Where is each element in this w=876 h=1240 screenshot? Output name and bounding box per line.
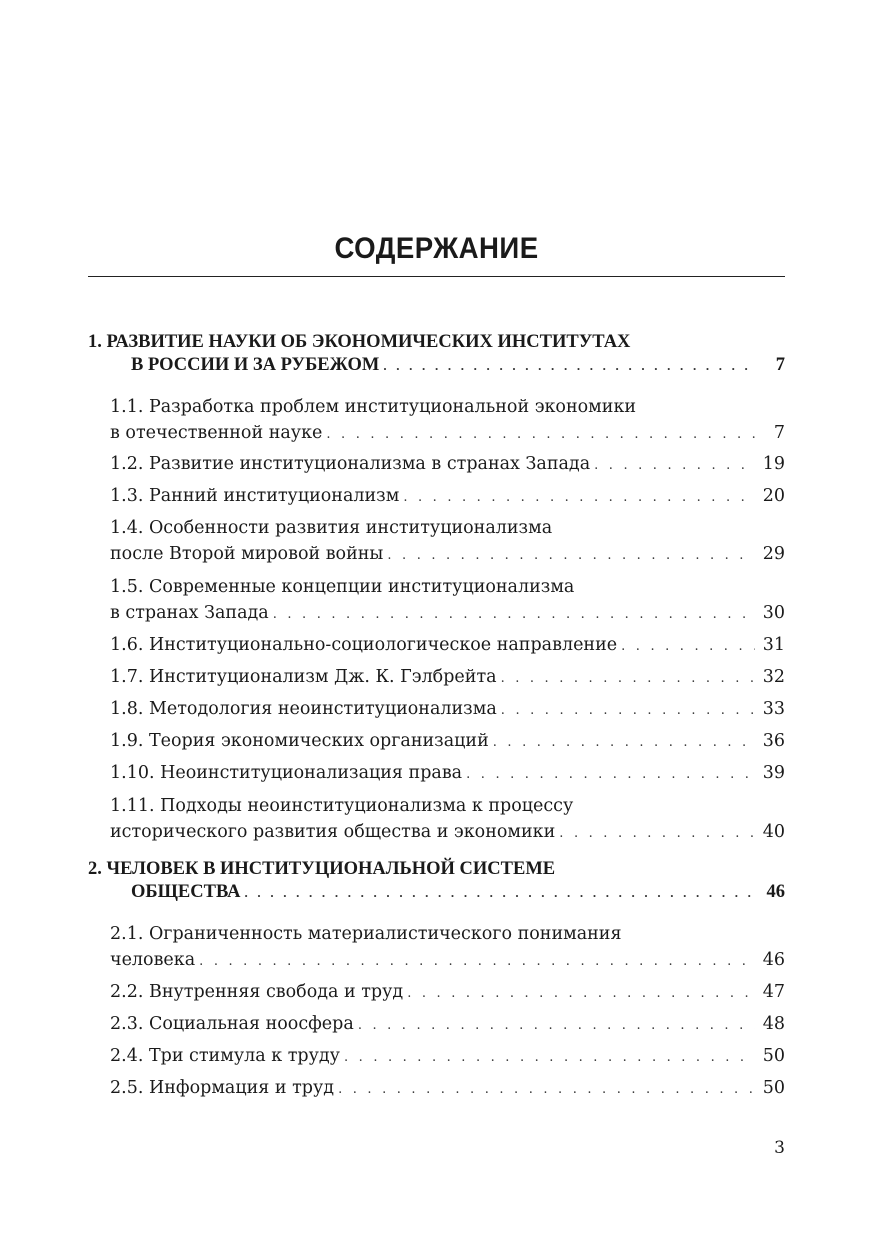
toc-item-label: 1.8. Методология неоинституционализма: [110, 699, 497, 719]
toc-item-page: 33: [762, 699, 785, 719]
toc-item-label: 1.4. Особенности развития институционализма: [110, 518, 553, 538]
toc-item-page: 50: [762, 1046, 785, 1066]
toc-item-page: 48: [762, 1014, 785, 1034]
toc-item-page: 31: [762, 635, 785, 655]
toc-item-page: 30: [762, 603, 785, 623]
chapter-1-title-line2: В РОССИИ И ЗА РУБЕЖОМ: [131, 355, 380, 375]
dot-leader: [358, 1015, 755, 1037]
chapter-2-title-line2: ОБЩЕСТВА: [131, 882, 241, 902]
toc-item-label: человека: [110, 950, 196, 970]
toc-item-label: 2.2. Внутренняя свобода и труд: [110, 982, 404, 1002]
dot-leader: [326, 424, 755, 446]
toc-item-label: 1.11. Подходы неоинституционализма к процессу: [110, 796, 574, 816]
toc-item-page: 40: [762, 822, 785, 842]
dot-leader: [466, 764, 755, 786]
toc-item-label: 1.5. Современные концепции институционализма: [110, 577, 575, 597]
dot-leader: [559, 823, 755, 845]
toc-item-page: 46: [762, 950, 785, 970]
toc-item-label: 2.4. Три стимула к труду: [110, 1046, 340, 1066]
toc-item-label: 1.10. Неоинституционализация права: [110, 763, 463, 783]
toc-item-label: 1.1. Разработка проблем институциональной экономики: [110, 397, 637, 417]
toc-item-page: 20: [762, 486, 785, 506]
page-number: 3: [774, 1138, 785, 1158]
toc-item-label: 2.5. Информация и труд: [110, 1078, 335, 1098]
dot-leader: [383, 355, 755, 377]
dot-leader: [501, 700, 755, 722]
dot-leader: [245, 882, 755, 904]
dot-leader: [594, 455, 755, 477]
toc-item-label: в отечественной науке: [110, 423, 323, 443]
toc-item-label: 2.3. Социальная ноосфера: [110, 1014, 354, 1034]
toc-item-label: 1.6. Институционально-социологическое направление: [110, 635, 618, 655]
toc-item-page: 7: [773, 423, 785, 443]
toc-item-page: 50: [762, 1078, 785, 1098]
toc-item-page: 36: [762, 731, 785, 751]
dot-leader: [621, 636, 755, 658]
chapter-1-page: 7: [775, 355, 785, 375]
dot-leader: [403, 487, 755, 509]
toc-item-label: после Второй мировой войны: [110, 544, 384, 564]
toc-item-label: 1.3. Ранний институционализм: [110, 486, 400, 506]
dot-leader: [344, 1047, 755, 1069]
dot-leader: [338, 1079, 755, 1101]
toc-item-label: в странах Запада: [110, 603, 269, 623]
dot-leader: [501, 668, 755, 690]
dot-leader: [273, 604, 755, 626]
toc-item-label: 2.1. Ограниченность материалистического понимания: [110, 924, 622, 944]
chapter-2-page: 46: [766, 882, 785, 902]
toc-item-page: 19: [762, 454, 785, 474]
toc-item-label: 1.2. Развитие институционализма в странах Запада: [110, 454, 591, 474]
toc-item-page: 39: [762, 763, 785, 783]
toc-item-page: 47: [762, 982, 785, 1002]
chapter-2-title-line1: 2. ЧЕЛОВЕК В ИНСТИТУЦИОНАЛЬНОЙ СИСТЕМЕ: [88, 859, 556, 879]
dot-leader: [199, 951, 755, 973]
dot-leader: [493, 732, 755, 754]
toc-item-page: 32: [762, 667, 785, 687]
dot-leader: [407, 983, 755, 1005]
dot-leader: [387, 545, 755, 567]
page-title: СОДЕРЖАНИЕ: [334, 232, 539, 265]
toc-item-label: 1.7. Институционализм Дж. К. Гэлбрейта: [110, 667, 497, 687]
toc-item-page: 29: [762, 544, 785, 564]
toc-item-label: исторического развития общества и экономики: [110, 822, 556, 842]
toc-item-label: 1.9. Теория экономических организаций: [110, 731, 489, 751]
chapter-1-title-line1: 1. РАЗВИТИЕ НАУКИ ОБ ЭКОНОМИЧЕСКИХ ИНСТИТУТАХ: [88, 332, 631, 352]
title-divider: [88, 276, 785, 277]
